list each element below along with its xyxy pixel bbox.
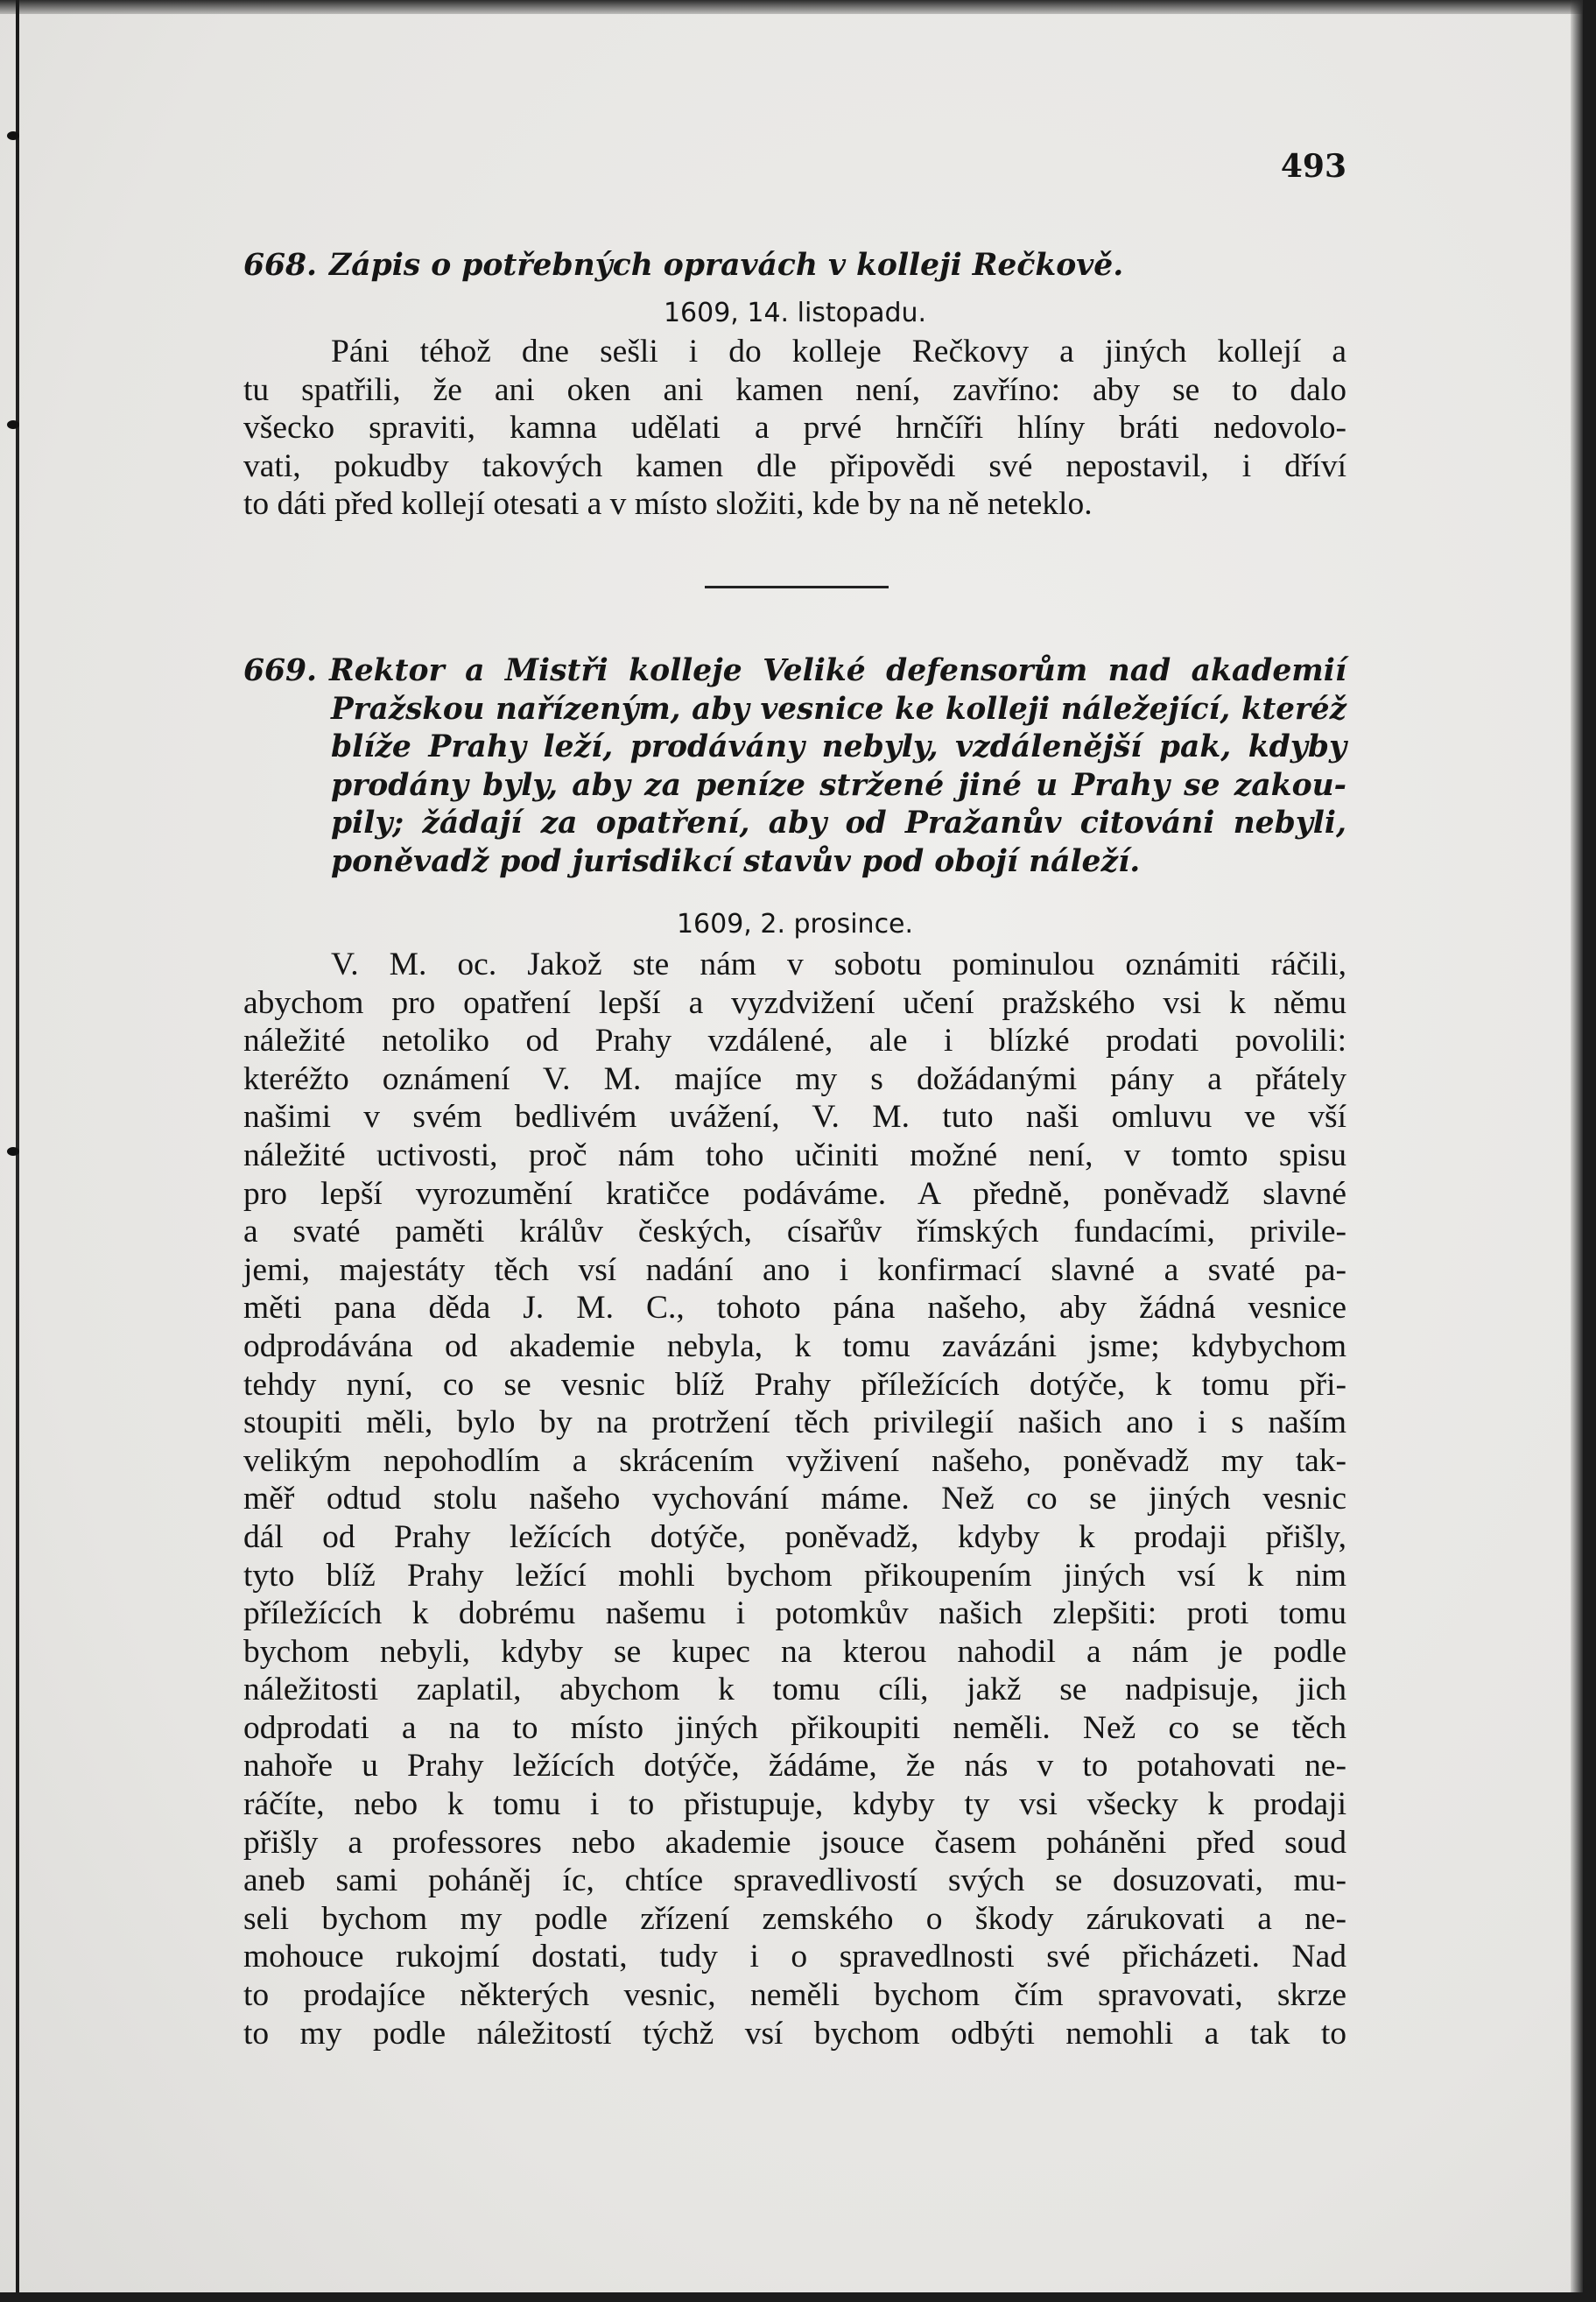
text-line: tehdy nyní, co se vesnic blíž Prahy příležících dotýče, k tomu při- — [243, 1366, 1346, 1403]
text-line: bychom nebyli, kdyby se kupec na kterou nahodil a nám je podle — [243, 1633, 1346, 1670]
text-line: a svaté paměti králův českých, císařův římských fundacími, privile- — [243, 1214, 1346, 1250]
text-line: náležité uctivosti, proč nám toho učiniti možné není, v tomto spisu — [243, 1137, 1346, 1173]
text-line: jemi, majestáty těch vsí nadání ano i konfirmací slavné a svaté pa- — [243, 1251, 1346, 1288]
heading-text: Rektor a Mistři kolleje Veliké defensorům nad akademií — [329, 653, 1346, 688]
entry-669-number: 669. — [243, 653, 318, 688]
entry-669-heading — [243, 652, 1346, 882]
entry-669-body — [243, 946, 1346, 2052]
text-line: měř odtud stolu našeho vychování máme. Než co se jiných vesnic — [243, 1481, 1346, 1517]
text-line: velikým nepohodlím a skrácením vyživení našeho, poněvadž my tak- — [243, 1442, 1346, 1479]
text-line: kteréžto oznámení V. M. majíce my s dožádanými pány a přátely — [243, 1060, 1346, 1097]
text-line: příležících k dobrému našemu i potomkův našich zlepšiti: proti tomu — [243, 1595, 1346, 1632]
entry-668-title: Zápis o potřebných opravách v kolleji Rečkově. — [329, 248, 1124, 283]
heading-line: blíže Prahy leží, prodávány nebyly, vzdálenější pak, kdyby — [331, 729, 1346, 765]
text-line: seli bychom my podle zřízení zemského o škody zárukovati a ne- — [243, 1900, 1346, 1937]
entry-668-heading — [243, 247, 1346, 285]
text-line: náležitosti zaplatil, abychom k tomu cíli, jakž se nadpisuje, jich — [243, 1672, 1346, 1708]
text-line: všecko spraviti, kamna udělati a prvé hrnčíři hlíny bráti nedovolo- — [243, 410, 1346, 447]
text-line: abychom pro opatření lepší a vyzdvižení učení pražského vsi k němu — [243, 984, 1346, 1021]
heading-line: pily; žádají za opatření, aby od Pražanův citováni nebyli, — [331, 806, 1346, 841]
text-line: pro lepší vyrozumění kratičce podáváme. A předně, poněvadž slavné — [243, 1175, 1346, 1212]
text-line: aneb sami poháněj íc, chtíce spravedlivostí svých se dosuzovati, mu- — [243, 1862, 1346, 1899]
text-line: to dáti před kollejí otesati a v místo složiti, kde by na ně neteklo. — [243, 486, 1093, 523]
text-line: měti pana děda J. M. C., tohoto pána našeho, aby žádná vesnice — [243, 1290, 1346, 1327]
text-line: dál od Prahy ležících dotýče, poněvadž, kdyby k prodaji přišly, — [243, 1518, 1346, 1555]
heading-line: Pražskou nařízeným, aby vesnice ke kolleji náležející, kteréž — [331, 691, 1346, 727]
text-line: mohouce rukojmí dostati, tudy i o spravedlnosti své přicházeti. Nad — [243, 1939, 1346, 1975]
binding-mark — [7, 420, 19, 429]
entry-668-date: 1609, 14. listopadu. — [663, 298, 927, 328]
heading-line: prodány byly, aby za peníze stržené jiné u Prahy se zakou- — [331, 767, 1346, 803]
text-line: tyto blíž Prahy ležící mohli bychom přikoupením jiných vsí k nim — [243, 1557, 1346, 1594]
section-divider — [705, 586, 889, 588]
heading-line: poněvadž pod jurisdikcí stavův pod obojí náleží. — [331, 843, 1141, 879]
scan-top-edge — [0, 0, 1583, 14]
text-line: náležité netoliko od Prahy vzdálené, ale i blízké prodati povolili: — [243, 1023, 1346, 1059]
text-line: odprodávána od akademie nebyla, k tomu zavázáni jsme; kdybychom — [243, 1327, 1346, 1364]
entry-668-number: 668. — [243, 248, 318, 283]
page-number: 493 — [1280, 148, 1346, 185]
binding-mark — [7, 131, 19, 140]
entry-669-date: 1609, 2. prosince. — [676, 909, 914, 940]
text-line: našimi v svém bedlivém uvážení, V. M. tuto naši omluvu ve vší — [243, 1099, 1346, 1136]
text-line: tu spatřili, že ani oken ani kamen není, zavříno: aby se to dalo — [243, 371, 1346, 408]
text-line: Páni téhož dne sešli i do kolleje Rečkovy a jiných kollejí a — [331, 334, 1346, 370]
text-line: to my podle náležitostí týchž vsí bychom odbýti nemohli a tak to — [243, 2015, 1346, 2052]
text-line: přišly a professores nebo akademie jsouce časem poháněni před soud — [243, 1824, 1346, 1861]
entry-668-body — [243, 333, 1346, 524]
text-line: vati, pokudby takových kamen dle připovědi své nepostavil, i dříví — [243, 447, 1346, 484]
text-line: nahoře u Prahy ležících dotýče, žádáme, že nás v to potahovati ne- — [243, 1748, 1346, 1785]
text-line: stoupiti měli, bylo by na protržení těch privilegií našich ano i s naším — [243, 1404, 1346, 1441]
text-line: V. M. oc. Jakož ste nám v sobotu pominulou oznámiti ráčili, — [331, 947, 1346, 982]
text-line: ráčíte, nebo k tomu i to přistupuje, kdyby ty vsi všecky k prodaji — [243, 1786, 1346, 1823]
scan-left-edge — [16, 0, 19, 2292]
text-line: to prodajíce některých vesnic, neměli bychom čím spravovati, skrze — [243, 1977, 1346, 2014]
scan-right-edge — [1571, 0, 1583, 2292]
heading-line — [243, 652, 1346, 691]
text-line: odprodati a na to místo jiných přikoupiti neměli. Než co se těch — [243, 1709, 1346, 1746]
binding-mark — [7, 1147, 19, 1156]
